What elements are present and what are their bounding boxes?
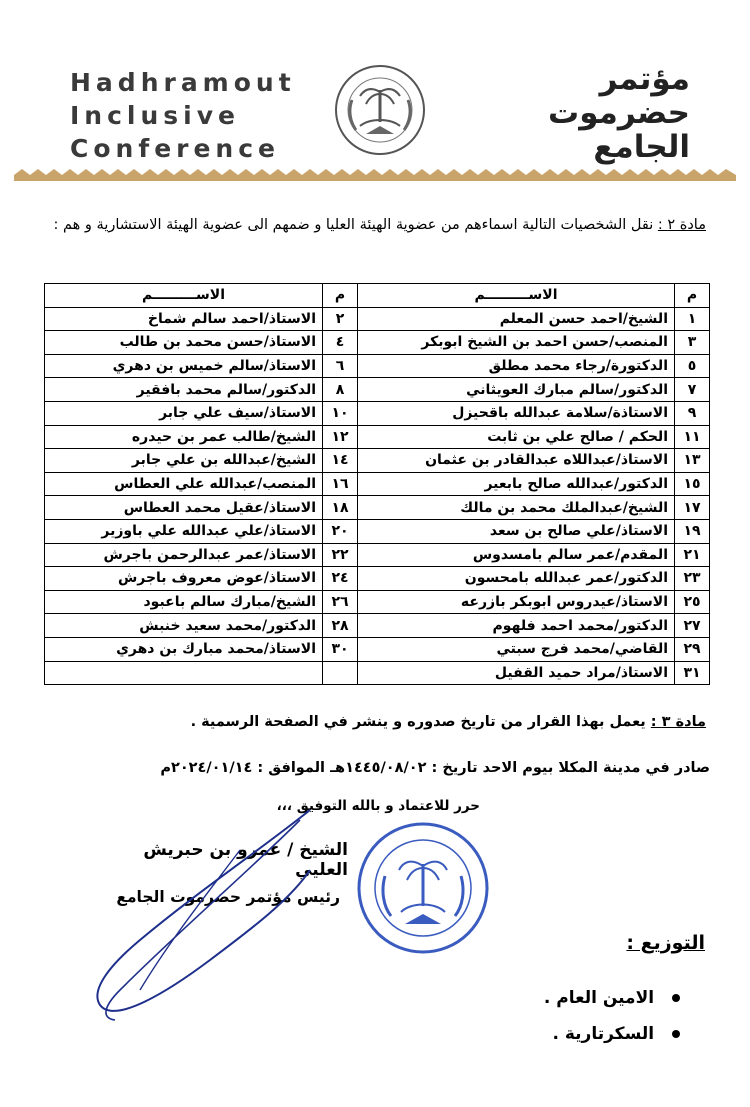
member-name: الدكتورة/رجاء محمد مطلق — [358, 354, 675, 378]
member-name: الدكتور/محمد سعيد خنبش — [45, 614, 323, 638]
arabic-name-line-1: مؤتمر — [599, 61, 690, 97]
header-num-right: م — [675, 284, 710, 308]
row-number: ٦ — [323, 354, 358, 378]
member-name: الاستاذ/عوض معروف باجرش — [45, 567, 323, 591]
handwritten-signature — [60, 790, 380, 1040]
closing-line: حرر للاعتماد و بالله التوفيق ،،، — [276, 798, 480, 814]
member-name: الحكم / صالح علي بن ثابت — [358, 425, 675, 449]
member-name: الشيخ/طالب عمر بن حيدره — [45, 425, 323, 449]
member-name: الاستاذ/سيف علي جابر — [45, 401, 323, 425]
members-table — [44, 283, 710, 685]
member-name: الاستاذ/مراد حميد القفيل — [358, 661, 675, 685]
bullet-icon — [672, 994, 680, 1002]
member-name: الشيخ/عبدالله بن علي جابر — [45, 449, 323, 473]
signatory-title: رئيس مؤتمر حضرموت الجامع — [116, 888, 340, 906]
member-name: الشيخ/عبدالملك محمد بن مالك — [358, 496, 675, 520]
english-name-line-2: Inclusive — [70, 101, 240, 130]
table-row — [45, 567, 710, 591]
row-number: ٢ — [323, 307, 358, 331]
row-number: ٣١ — [675, 661, 710, 685]
member-name: الاستاذ/محمد مبارك بن دهري — [45, 637, 323, 661]
row-number: ١ — [675, 307, 710, 331]
row-number: ٢١ — [675, 543, 710, 567]
member-name: الدكتور/عبدالله صالح بابعير — [358, 472, 675, 496]
article-3 — [36, 714, 706, 730]
table-row — [45, 472, 710, 496]
distribution-item: السكرتارية . — [552, 1024, 655, 1044]
header-name-left: الاســـــــــم — [45, 284, 323, 308]
row-number: ٣٠ — [323, 637, 358, 661]
table-row — [45, 378, 710, 402]
row-number: ٢٥ — [675, 590, 710, 614]
table-row — [45, 307, 710, 331]
row-number: ١٦ — [323, 472, 358, 496]
header-name-right: الاســـــــــم — [358, 284, 675, 308]
member-name: الدكتور/سالم مبارك العويثاني — [358, 378, 675, 402]
article-2 — [36, 212, 706, 238]
bullet-icon — [672, 1030, 680, 1038]
header-num-left: م — [323, 284, 358, 308]
table-row — [45, 449, 710, 473]
logo-emblem-icon — [330, 60, 430, 160]
row-number: ٢٩ — [675, 637, 710, 661]
row-number: ٥ — [675, 354, 710, 378]
list-item — [480, 980, 680, 1016]
member-name: الاستاذة/سلامة عبدالله باقحيزل — [358, 401, 675, 425]
member-name: الاستاذ/احمد سالم شماخ — [45, 307, 323, 331]
row-number: ١٧ — [675, 496, 710, 520]
member-name: المنصب/عبدالله علي العطاس — [45, 472, 323, 496]
row-number: ٩ — [675, 401, 710, 425]
table-row — [45, 543, 710, 567]
row-number: ٣ — [675, 331, 710, 355]
article-2-text: نقل الشخصيات التالية اسماءهم من عضوية الهيئة العليا و ضمهم الى عضوية الهيئة الاستشارية و هم : — [53, 217, 654, 233]
row-number: ١٩ — [675, 519, 710, 543]
member-name: الاستاذ/عبداللاه عبدالقادر بن عثمان — [358, 449, 675, 473]
member-name: الشيخ/احمد حسن المعلم — [358, 307, 675, 331]
row-number: ١٨ — [323, 496, 358, 520]
table-row — [45, 590, 710, 614]
row-number: ١٠ — [323, 401, 358, 425]
row-number: ٢٤ — [323, 567, 358, 591]
table-row — [45, 425, 710, 449]
header-decorative-band — [14, 168, 736, 182]
member-name: الشيخ/مبارك سالم باعبود — [45, 590, 323, 614]
arabic-name-line-2: حضرموت — [548, 95, 690, 131]
signatory-name: الشيخ / عمرو بن حبريش العليي — [143, 840, 348, 880]
decorative-band-icon — [14, 169, 736, 183]
list-item — [480, 1016, 680, 1052]
article-3-text: يعمل بهذا القرار من تاريخ صدوره و ينشر في الصفحة الرسمية . — [190, 714, 646, 730]
distribution-list — [480, 980, 680, 1052]
row-number: ٧ — [675, 378, 710, 402]
member-name: الاستاذ/علي عبدالله علي باوزير — [45, 519, 323, 543]
table-row — [45, 496, 710, 520]
row-number: ٨ — [323, 378, 358, 402]
signature-icon — [60, 790, 380, 1040]
arabic-name-line-3: الجامع — [593, 129, 690, 165]
row-number — [323, 661, 358, 685]
row-number: ١٢ — [323, 425, 358, 449]
arabic-org-name — [470, 62, 690, 164]
member-name: المنصب/حسن احمد بن الشيخ ابوبكر — [358, 331, 675, 355]
member-name: القاضي/محمد فرج سبتي — [358, 637, 675, 661]
table-row — [45, 331, 710, 355]
member-name: الاستاذ/علي صالح بن سعد — [358, 519, 675, 543]
member-name: الاستاذ/عيدروس ابوبكر بازرعه — [358, 590, 675, 614]
table-row — [45, 354, 710, 378]
table-row — [45, 401, 710, 425]
stamp-icon — [355, 820, 491, 956]
english-org-name — [70, 66, 296, 165]
member-name: الدكتور/عمر عبدالله بامحسون — [358, 567, 675, 591]
table-row — [45, 614, 710, 638]
row-number: ١٤ — [323, 449, 358, 473]
row-number: ٢٦ — [323, 590, 358, 614]
conference-logo — [330, 60, 430, 160]
english-name-line-3: Conference — [70, 134, 281, 163]
official-stamp — [355, 820, 491, 956]
row-number: ٤ — [323, 331, 358, 355]
row-number: ٢٨ — [323, 614, 358, 638]
member-name: الاستاذ/حسن محمد بن طالب — [45, 331, 323, 355]
issued-date-line: صادر في مدينة المكلا بيوم الاحد تاريخ : ١٤٤٥/٠٨/٠٢هـ الموافق : ٢٠٢٤/٠١/١٤م — [160, 760, 710, 776]
member-name — [45, 661, 323, 685]
table-header-row — [45, 284, 710, 308]
row-number: ١٣ — [675, 449, 710, 473]
article-3-label: مادة ٣ : — [650, 714, 706, 730]
table-row — [45, 637, 710, 661]
english-name-line-1: Hadhramout — [70, 68, 296, 97]
member-name: الدكتور/سالم محمد بافقير — [45, 378, 323, 402]
row-number: ٢٣ — [675, 567, 710, 591]
member-name: الاستاذ/عمر عبدالرحمن باجرش — [45, 543, 323, 567]
member-name: الاستاذ/سالم خميس بن دهري — [45, 354, 323, 378]
row-number: ٢٧ — [675, 614, 710, 638]
row-number: ٢٢ — [323, 543, 358, 567]
member-name: الدكتور/محمد احمد فلهوم — [358, 614, 675, 638]
row-number: ١٥ — [675, 472, 710, 496]
table-row — [45, 661, 710, 685]
row-number: ٢٠ — [323, 519, 358, 543]
article-2-label: مادة ٢ : — [657, 217, 706, 233]
row-number: ١١ — [675, 425, 710, 449]
member-name: المقدم/عمر سالم بامسدوس — [358, 543, 675, 567]
table-row — [45, 519, 710, 543]
distribution-item: الامين العام . — [543, 988, 655, 1008]
distribution-heading: التوزيع : — [626, 932, 705, 954]
member-name: الاستاذ/عقيل محمد العطاس — [45, 496, 323, 520]
